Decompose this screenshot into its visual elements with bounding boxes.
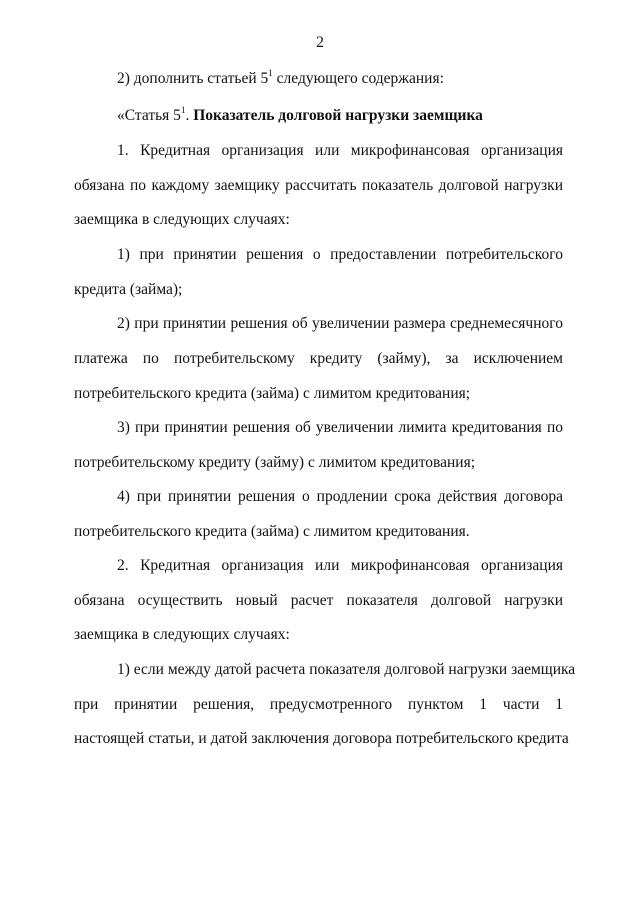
article-heading [117, 106, 563, 126]
paragraph-line: 1. Кредитная организация или микрофинансовая организация [117, 142, 563, 159]
paragraph-line: обязана осуществить новый расчет показателя долговой нагрузки [74, 592, 563, 609]
page-number: 2 [316, 34, 324, 51]
intro-paragraph [117, 69, 563, 89]
article-heading-superscript: 1 [180, 105, 186, 115]
paragraph-line: обязана по каждому заемщику рассчитать показатель долговой нагрузки [74, 177, 563, 194]
intro-superscript: 1 [268, 68, 273, 78]
paragraph-line: 4) при принятии решения о продлении срока действия договора [117, 488, 563, 505]
paragraph-line: заемщика в следующих случаях: [74, 211, 290, 228]
paragraph-line: при принятии решения, предусмотренного пунктом 1 части 1 [74, 696, 563, 713]
paragraph-line: потребительскому кредиту (займу) с лимитом кредитования; [74, 454, 476, 471]
paragraph-line: 1) при принятии решения о предоставлении потребительского [117, 246, 563, 263]
paragraph-line: 1) если между датой расчета показателя долговой нагрузки заемщика [117, 661, 576, 678]
article-title: Показатель долговой нагрузки заемщика [193, 107, 483, 124]
paragraph-line: настоящей статьи, и датой заключения договора потребительского кредита [74, 730, 569, 747]
paragraph-line: платежа по потребительскому кредиту (займу), за исключением [74, 350, 563, 367]
intro-text-suffix: следующего содержания: [272, 70, 444, 87]
paragraph-line: заемщика в следующих случаях: [74, 626, 290, 643]
intro-text-prefix: 2) дополнить статьей 5 [117, 70, 269, 87]
article-heading-dot: . [185, 107, 194, 124]
paragraph-line: потребительского кредита (займа) с лимитом кредитования; [74, 385, 471, 402]
paragraph-line: потребительского кредита (займа) с лимитом кредитования. [74, 523, 470, 540]
article-heading-prefix: «Статья 5 [117, 107, 181, 124]
paragraph-line: кредита (займа); [74, 281, 183, 298]
paragraph-line: 3) при принятии решения об увеличении лимита кредитования по [117, 419, 563, 436]
paragraph-line: 2) при принятии решения об увеличении размера среднемесячного [117, 315, 563, 332]
paragraph-line: 2. Кредитная организация или микрофинансовая организация [117, 557, 563, 574]
